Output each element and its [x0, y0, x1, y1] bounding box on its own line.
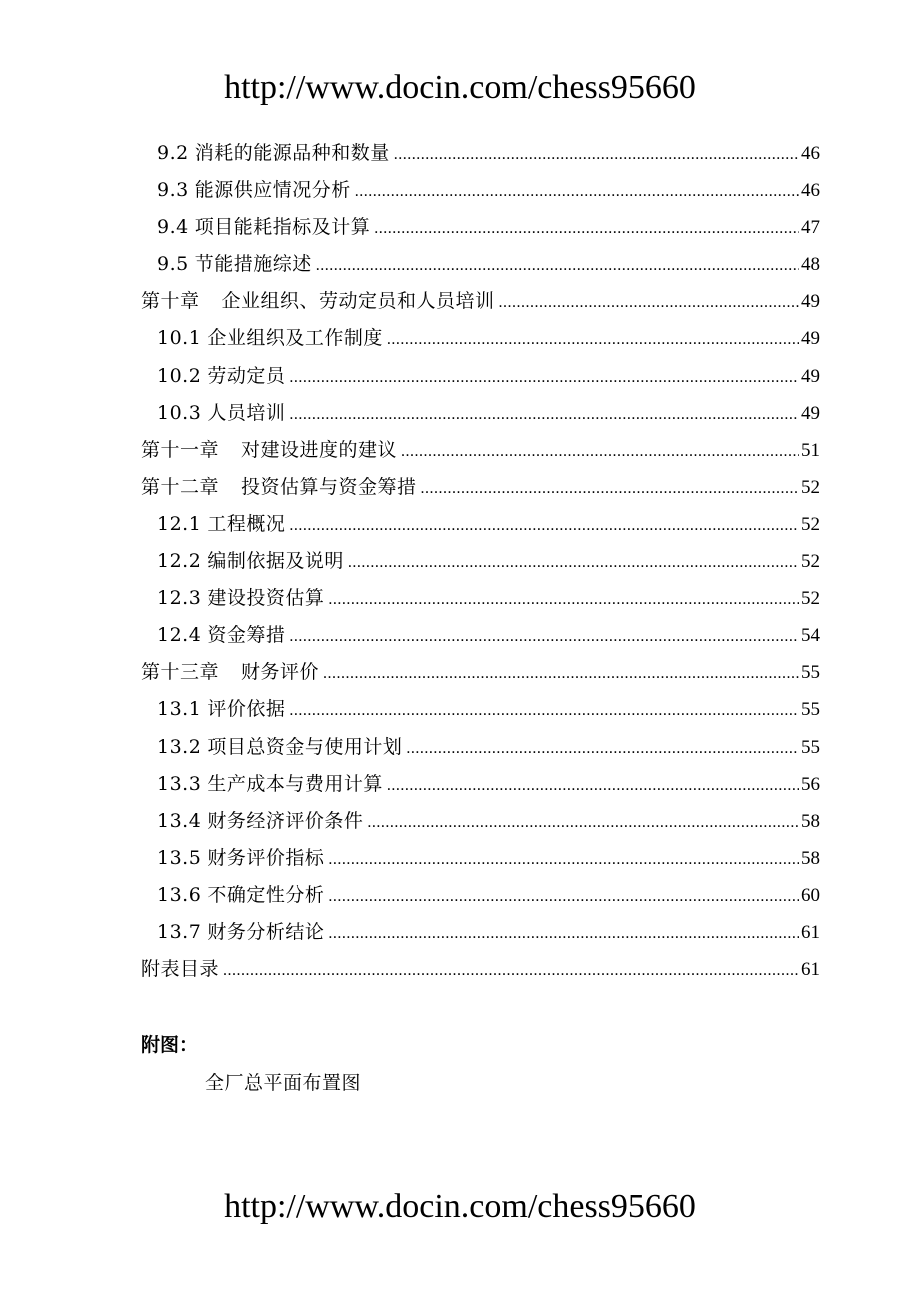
appendix-heading: 附图：	[141, 1034, 199, 1056]
toc-entry[interactable]	[141, 766, 820, 803]
toc-entry-text: 财务分析结论	[207, 920, 325, 943]
toc-page-number: 49	[801, 291, 820, 313]
toc-entry[interactable]	[141, 172, 820, 209]
toc-page-number: 47	[801, 217, 820, 239]
toc-dot-leader	[289, 507, 799, 544]
toc-entry[interactable]	[141, 246, 820, 283]
toc-entry-text: 企业组织及工作制度	[207, 327, 383, 350]
toc-entry[interactable]	[141, 729, 820, 766]
toc-entry[interactable]	[141, 617, 820, 654]
toc-dot-leader	[289, 359, 799, 396]
toc-page-number: 54	[801, 625, 820, 647]
toc-entry-number: 第十一章	[141, 438, 220, 461]
toc-entry[interactable]	[141, 543, 820, 580]
toc-page-number: 58	[801, 847, 820, 869]
toc-entry-number: 12.1	[157, 512, 202, 535]
toc-page-number: 46	[801, 180, 820, 202]
toc-dot-leader	[289, 618, 799, 655]
toc-dot-leader	[394, 136, 799, 173]
toc-entry-text: 节能措施综述	[194, 253, 312, 276]
toc-entry-number: 12.3	[157, 587, 202, 610]
toc-entry[interactable]	[141, 283, 820, 320]
toc-entry-number: 13.3	[157, 772, 202, 795]
toc-page-number: 49	[801, 365, 820, 387]
toc-page-number: 60	[801, 884, 820, 906]
toc-page-number: 55	[801, 699, 820, 721]
toc-entry-number: 10.2	[157, 364, 202, 387]
toc-entry-number: 第十章	[141, 290, 200, 313]
toc-entry-title	[157, 691, 285, 728]
toc-page-number: 55	[801, 662, 820, 684]
toc-entry-title	[141, 283, 495, 320]
toc-entry-text: 财务评价指标	[207, 846, 325, 869]
toc-entry-number: 10.1	[157, 327, 202, 350]
toc-entry-text: 投资估算与资金筹措	[241, 475, 417, 498]
toc-entry-number: 13.4	[157, 809, 202, 832]
toc-dot-leader	[401, 433, 799, 470]
toc-entry-text: 编制依据及说明	[207, 550, 344, 573]
toc-dot-leader	[421, 470, 799, 507]
toc-page-number: 61	[801, 921, 820, 943]
toc-entry-number: 9.4	[157, 216, 189, 239]
toc-page-number: 46	[801, 143, 820, 164]
toc-entry-number: 9.5	[157, 253, 189, 276]
toc-entry-title	[157, 617, 285, 654]
toc-entry-title	[157, 135, 390, 172]
toc-page-number: 51	[801, 439, 820, 461]
toc-page-number: 48	[801, 254, 820, 276]
toc-entry-title	[157, 766, 383, 803]
toc-dot-leader	[289, 692, 799, 729]
toc-entry-title	[157, 840, 324, 877]
toc-entry[interactable]	[141, 358, 820, 395]
toc-entry[interactable]	[141, 951, 820, 988]
toc-entry-text: 消耗的能源品种和数量	[194, 142, 390, 164]
toc-entry[interactable]	[141, 432, 820, 469]
toc-entry-title	[157, 543, 344, 580]
toc-entry-title	[141, 469, 417, 506]
toc-entry-title	[157, 506, 285, 543]
toc-entry-text: 项目能耗指标及计算	[194, 216, 371, 239]
toc-entry-title	[141, 432, 397, 469]
toc-dot-leader	[348, 544, 799, 581]
toc-entry-text: 建设投资估算	[207, 587, 325, 610]
toc-entry-number: 第十三章	[141, 661, 220, 684]
toc-page-number: 52	[801, 513, 820, 535]
toc-page-number: 61	[801, 959, 820, 981]
toc-entry-title	[157, 877, 324, 914]
toc-dot-leader	[328, 841, 799, 878]
toc-entry[interactable]	[141, 877, 820, 914]
toc-entry-title	[157, 580, 324, 617]
toc-entry[interactable]	[141, 395, 820, 432]
toc-entry[interactable]	[141, 320, 820, 357]
toc-entry-number: 12.4	[157, 624, 202, 647]
toc-entry-number: 13.1	[157, 698, 202, 721]
toc-page-number: 49	[801, 402, 820, 424]
toc-entry-text: 人员培训	[207, 401, 286, 424]
toc-dot-leader	[328, 581, 799, 618]
toc-dot-leader	[289, 396, 799, 433]
toc-entry-text: 附表目录	[141, 958, 220, 981]
toc-entry[interactable]	[141, 506, 820, 543]
toc-page-number: 52	[801, 551, 820, 573]
toc-dot-leader	[387, 767, 799, 804]
toc-entry-text: 财务经济评价条件	[207, 809, 364, 832]
toc-dot-leader	[374, 210, 799, 247]
toc-entry-title	[157, 729, 402, 766]
toc-entry-number: 9.2	[157, 142, 189, 164]
toc-entry-title	[157, 209, 370, 246]
toc-entry-title	[157, 172, 351, 209]
toc-entry-title	[157, 914, 324, 951]
toc-entry-text: 对建设进度的建议	[241, 438, 398, 461]
toc-entry-title	[157, 358, 285, 395]
toc-entry[interactable]	[141, 691, 820, 728]
toc-entry-text: 企业组织、劳动定员和人员培训	[221, 290, 495, 313]
toc-dot-leader	[316, 247, 799, 284]
toc-dot-leader	[223, 952, 799, 989]
toc-entry-number: 13.7	[157, 920, 202, 943]
toc-entry[interactable]	[141, 840, 820, 877]
toc-entry-text: 不确定性分析	[207, 883, 325, 906]
footer-url[interactable]: http://www.docin.com/chess95660	[224, 1188, 696, 1225]
toc-entry-text: 资金筹措	[207, 624, 286, 647]
toc-entry[interactable]	[141, 209, 820, 246]
toc-page-number: 56	[801, 773, 820, 795]
toc-entry[interactable]	[141, 803, 820, 840]
table-of-contents	[141, 135, 820, 988]
toc-dot-leader	[328, 878, 799, 915]
toc-entry[interactable]	[141, 469, 820, 506]
toc-dot-leader	[406, 730, 799, 767]
toc-entry-number: 13.2	[157, 735, 202, 758]
toc-dot-leader	[367, 804, 799, 841]
toc-entry-number: 10.3	[157, 401, 202, 424]
toc-dot-leader	[387, 321, 799, 358]
toc-entry[interactable]	[141, 580, 820, 617]
toc-entry[interactable]	[141, 135, 820, 172]
toc-entry-number: 9.3	[157, 179, 189, 202]
toc-entry-text: 评价依据	[207, 698, 286, 721]
toc-entry[interactable]	[141, 654, 820, 691]
toc-entry-text: 劳动定员	[207, 364, 286, 387]
toc-dot-leader	[355, 173, 799, 210]
header-url[interactable]: http://www.docin.com/chess95660	[224, 69, 696, 106]
toc-entry[interactable]	[141, 914, 820, 951]
toc-entry-text: 财务评价	[241, 661, 320, 684]
toc-entry-number: 12.2	[157, 550, 202, 573]
toc-entry-text: 生产成本与费用计算	[207, 772, 383, 795]
toc-entry-title	[141, 654, 319, 691]
toc-entry-title	[157, 246, 312, 283]
toc-page-number: 52	[801, 588, 820, 610]
toc-page-number: 55	[801, 736, 820, 758]
toc-page-number: 58	[801, 810, 820, 832]
toc-dot-leader	[323, 655, 799, 692]
toc-entry-title	[157, 803, 363, 840]
toc-entry-text: 项目总资金与使用计划	[207, 735, 403, 758]
toc-entry-number: 13.5	[157, 846, 202, 869]
toc-entry-title	[141, 951, 219, 988]
toc-page-number: 49	[801, 328, 820, 350]
toc-entry-title	[157, 395, 285, 432]
appendix-item: 全厂总平面布置图	[205, 1072, 362, 1094]
toc-page-number: 52	[801, 476, 820, 498]
toc-entry-title	[157, 320, 383, 357]
toc-dot-leader	[499, 284, 799, 321]
toc-entry-text: 能源供应情况分析	[194, 179, 351, 202]
toc-entry-text: 工程概况	[207, 512, 286, 535]
toc-dot-leader	[328, 915, 799, 952]
toc-entry-number: 13.6	[157, 883, 202, 906]
toc-entry-number: 第十二章	[141, 475, 220, 498]
